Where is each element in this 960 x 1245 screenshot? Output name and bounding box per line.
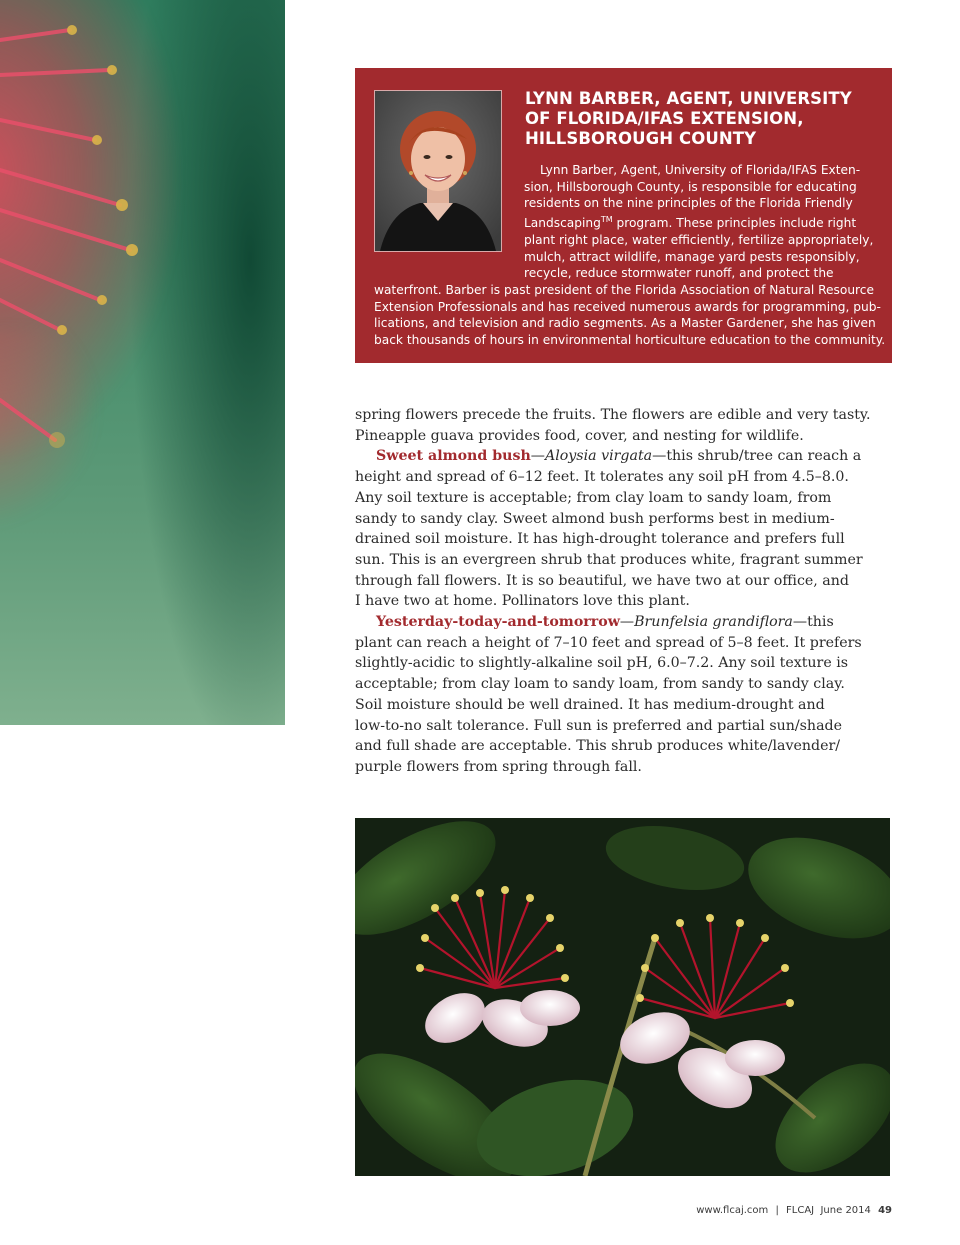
article-line: Any soil texture is acceptable; from clay loam to sandy loam, from bbox=[355, 489, 832, 506]
bio-line: lications, and television and radio segments. As a Master Gardener, she has given bbox=[374, 316, 876, 331]
page-footer bbox=[696, 1205, 892, 1216]
article-line: low-to-no salt tolerance. Full sun is preferred and partial sun/shade bbox=[355, 717, 843, 734]
flower-stamens-graphic bbox=[0, 0, 285, 725]
article-text-fragment: —this bbox=[792, 614, 834, 631]
article-line bbox=[355, 446, 865, 467]
website-link[interactable]: www.flcaj.com bbox=[696, 1205, 769, 1216]
bio-text-fragment: Landscaping bbox=[524, 216, 601, 231]
article-line: drained soil moisture. It has high-drought tolerance and prefers full bbox=[355, 531, 845, 548]
article-line: through fall flowers. It is so beautiful, we have two at our office, and bbox=[355, 572, 849, 589]
scientific-name: Aloysia virgata bbox=[544, 448, 653, 465]
article-line: spring flowers precede the fruits. The flowers are edible and very tasty. bbox=[355, 407, 871, 423]
article-body bbox=[355, 405, 871, 778]
article-line: plant can reach a height of 7–10 feet and spread of 5–8 feet. It prefers bbox=[355, 634, 862, 651]
article-line: purple flowers from spring through fall. bbox=[355, 758, 642, 775]
bio-line: plant right place, water efficiently, fertilize appropriately, bbox=[524, 232, 874, 247]
page-number: 49 bbox=[878, 1205, 892, 1216]
bio-line: waterfront. Barber is past president of the Florida Association of Natural Resource bbox=[374, 282, 874, 297]
scientific-name: Brunfelsia grandiflora bbox=[634, 614, 793, 631]
bio-line: sion, Hillsborough County, is responsible for educating bbox=[524, 179, 857, 194]
trademark-superscript: TM bbox=[600, 215, 613, 225]
article-line: acceptable; from clay loam to sandy loam, from sandy to sandy clay. bbox=[355, 676, 845, 693]
author-bio-box bbox=[355, 68, 892, 363]
bio-line: Extension Professionals and has received numerous awards for programming, pub- bbox=[374, 299, 881, 314]
bio-line: Lynn Barber, Agent, University of Florida/IFAS Exten- bbox=[540, 163, 861, 177]
bio-line bbox=[374, 212, 872, 232]
bio-line: recycle, reduce stormwater runoff, and protect the bbox=[524, 266, 834, 281]
bio-title-line: HILLSBOROUGH COUNTY bbox=[525, 129, 757, 148]
article-line: Pineapple guava provides food, cover, and nesting for wildlife. bbox=[355, 427, 804, 444]
article-line: sandy to sandy clay. Sweet almond bush performs best in medium- bbox=[355, 510, 835, 527]
bio-text-fragment: program. These principles include right bbox=[612, 216, 857, 231]
em-dash: — bbox=[530, 448, 545, 465]
article-line: and full shade are acceptable. This shrub produces white/lavender/ bbox=[355, 738, 841, 755]
article-line: slightly-acidic to slightly-alkaline soil pH, 6.0–7.2. Any soil texture is bbox=[355, 655, 849, 672]
bio-line: mulch, attract wildlife, manage yard pests responsibly, bbox=[524, 249, 860, 264]
decorative-flower-photo bbox=[0, 0, 285, 725]
plant-name-sweet-almond-bush: Sweet almond bush bbox=[376, 448, 531, 465]
article-line: I have two at home. Pollinators love this plant. bbox=[355, 593, 690, 610]
bio-title-line: LYNN BARBER, AGENT, UNIVERSITY bbox=[525, 89, 852, 108]
em-dash: — bbox=[619, 614, 635, 631]
footer-separator: | bbox=[775, 1205, 779, 1216]
bio-title bbox=[525, 89, 865, 149]
article-line: height and spread of 6–12 feet. It tolerates any soil pH from 4.5–8.0. bbox=[355, 469, 849, 486]
publication-issue: FLCAJ June 2014 bbox=[786, 1205, 871, 1216]
plant-name-yesterday-today-and-tomorrow: Yesterday-today-and-tomorrow bbox=[376, 614, 620, 631]
bio-line: residents on the nine principles of the Florida Friendly bbox=[524, 196, 853, 211]
article-line: Soil moisture should be well drained. It has medium-drought and bbox=[355, 696, 825, 713]
bio-text bbox=[374, 162, 886, 349]
bio-line: back thousands of hours in environmental horticulture education to the community. bbox=[374, 333, 886, 348]
article-line bbox=[355, 612, 865, 633]
article-line: sun. This is an evergreen shrub that produces white, fragrant summer bbox=[355, 551, 863, 568]
bio-title-line: OF FLORIDA/IFAS EXTENSION, bbox=[525, 109, 804, 128]
article-text-fragment: —this shrub/tree can reach a bbox=[652, 448, 862, 465]
pineapple-guava-flower-photo bbox=[355, 818, 890, 1176]
